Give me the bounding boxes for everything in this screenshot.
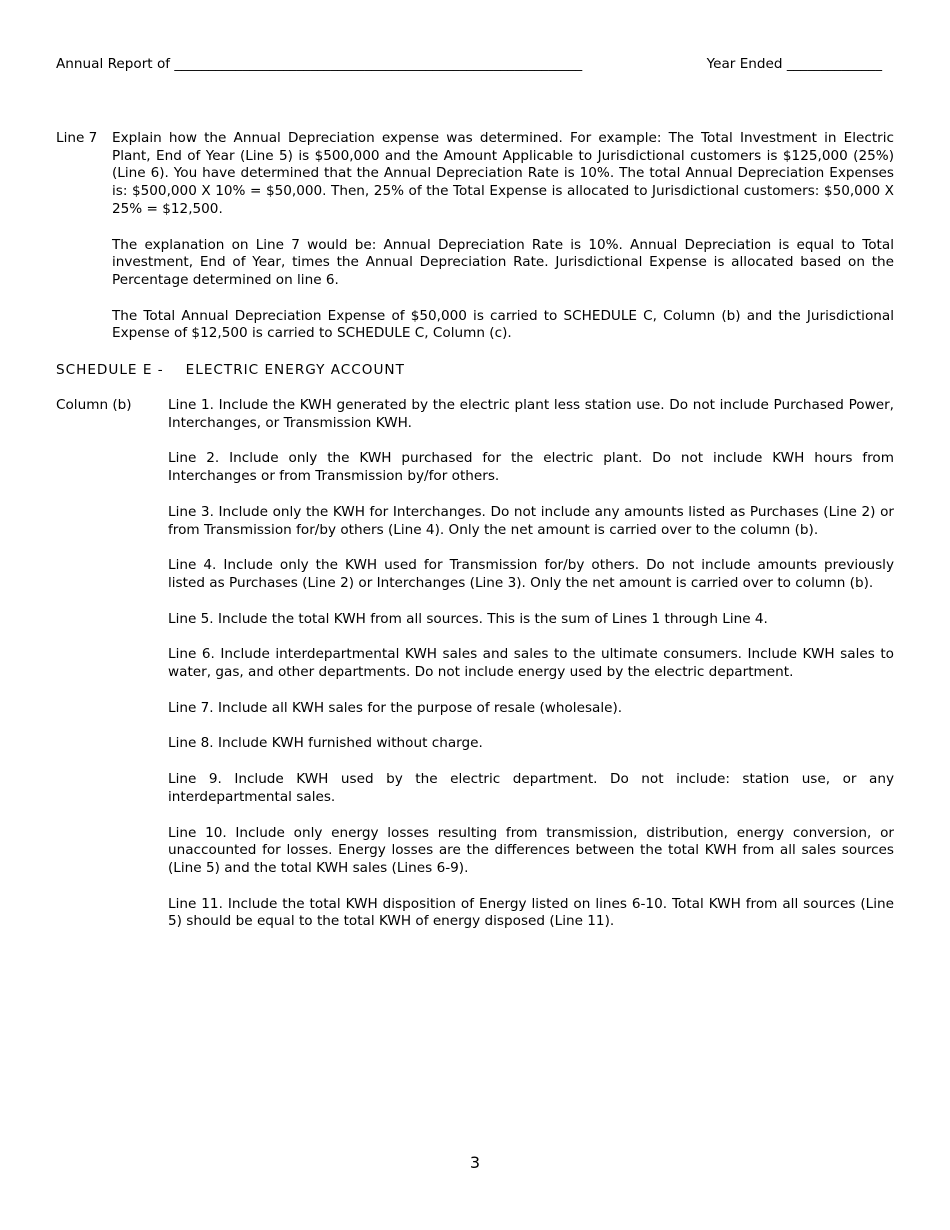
schedule-e-prefix: SCHEDULE E - <box>56 362 164 378</box>
line-7-label: Line 7 <box>56 130 98 146</box>
line-7-paragraph-1: Explain how the Annual Depreciation expense was determined. For example: The Total Investment in Electric Plant, End of Year (Line 5) is $500,000 and the Amount Applicable to Jurisdictional customers is $125,000 (25%) (Line 6). You have determined that the Annual Depreciation Rate is 10%. The total Annual Depreciation Expenses is: $500,000 X 10% = $50,000. Then, 25% of the Total Expense is allocated to Jurisdictional customers: $50,000 X 25% = $12,500. <box>112 130 894 217</box>
column-b-item: Line 10. Include only energy losses resulting from transmission, distribution, energy conversion, or unaccounted for losses. Energy losses are the differences between the total KWH from all sales sources (Line 5) and the total KWH sales (Lines 6-9). <box>168 824 894 876</box>
page-header <box>56 56 882 74</box>
column-b-item: Line 1. Include the KWH generated by the electric plant less station use. Do not include Purchased Power, Interchanges, or Transmission KWH. <box>168 397 894 431</box>
schedule-e-heading <box>56 362 405 380</box>
year-ended-field: Year Ended ______________ <box>706 56 882 72</box>
column-b-item: Line 4. Include only the KWH used for Transmission for/by others. Do not include amounts previously listed as Purchases (Line 2) or Interchanges (Line 3). Only the net amount is carried over to column (b). <box>168 557 894 591</box>
page-number: 3 <box>469 1153 481 1172</box>
line-7-paragraph-2: The explanation on Line 7 would be: Annual Depreciation Rate is 10%. Annual Depreciation is equal to Total investment, End of Year, times the Annual Depreciation Rate. Jurisdictional Expense is allocated based on the Percentage determined on line 6. <box>112 236 894 288</box>
line-7-section <box>56 130 894 343</box>
column-b-item: Line 9. Include KWH used by the electric department. Do not include: station use, or any interdepartmental sales. <box>168 771 894 805</box>
schedule-e-title: ELECTRIC ENERGY ACCOUNT <box>185 362 405 378</box>
column-b-item: Line 7. Include all KWH sales for the purpose of resale (wholesale). <box>168 699 623 716</box>
column-b-item: Line 5. Include the total KWH from all sources. This is the sum of Lines 1 through Line 4. <box>168 610 768 627</box>
column-b-item: Line 2. Include only the KWH purchased for the electric plant. Do not include KWH hours from Interchanges or from Transmission by/for others. <box>168 450 894 485</box>
column-b-item: Line 11. Include the total KWH disposition of Energy listed on lines 6-10. Total KWH from all sources (Line 5) should be equal to the total KWH of energy disposed (Line 11). <box>168 895 894 930</box>
column-b-list <box>168 397 894 931</box>
column-b-section <box>56 397 894 931</box>
column-b-item: Line 6. Include interdepartmental KWH sales and sales to the ultimate consumers. Include KWH sales to water, gas, and other departments. Do not include energy used by the electric department. <box>168 646 894 681</box>
column-b-label: Column (b) <box>56 397 132 413</box>
column-b-item: Line 3. Include only the KWH for Interchanges. Do not include any amounts listed as Purchases (Line 2) or from Transmission for/by others (Line 4). Only the net amount is carried over to the column (b). <box>168 503 894 538</box>
line-7-paragraph-3: The Total Annual Depreciation Expense of $50,000 is carried to SCHEDULE C, Column (b) and the Jurisdictional Expense of $12,500 is carried to SCHEDULE C, Column (c). <box>112 307 894 342</box>
annual-report-of-field: Annual Report of ____________________________________________________________ <box>56 56 583 72</box>
column-b-item: Line 8. Include KWH furnished without charge. <box>168 735 483 752</box>
